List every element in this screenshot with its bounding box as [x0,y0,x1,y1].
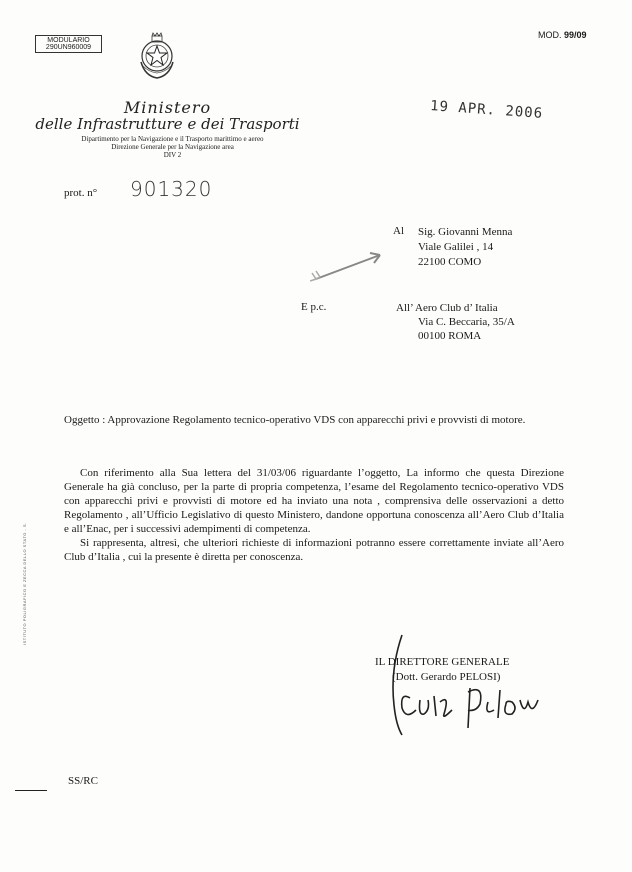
protocol-label: prot. n° [64,187,98,199]
arrow-icon [310,245,390,285]
model-ref-number: 99/09 [564,30,587,40]
body-paragraph-2: Si rappresenta, altresì, che ulteriori richieste di informazioni potranno essere correttamente inviate all’Aero Club d’Italia , cui la presente è diretta per conoscenza. [64,537,564,563]
model-reference [538,30,587,40]
model-ref-prefix: MOD. [538,30,562,40]
department-block [40,135,305,159]
form-code-box [35,35,102,53]
recipient-prefix: Al [393,225,404,237]
italian-emblem-icon [135,32,179,82]
letter-body [64,466,564,564]
handwritten-signature [380,630,540,740]
margin-line [15,790,47,791]
ministry-name [35,98,300,133]
form-code: 290UN960009 [45,44,92,51]
ministry-line-1: Ministero [123,98,212,117]
department-line-3: DIV 2 [163,151,182,159]
recipient-street: Viale Galilei , 14 [418,241,494,253]
printer-imprint: ISTITUTO POLIGRAFICO E ZECCA DELLO STATO - S. [22,522,27,645]
cc-city: 00100 ROMA [418,330,482,342]
author-initials: SS/RC [68,775,98,787]
department-line-2: Direzione Generale per la Navigazione area [111,143,234,151]
body-paragraph-1: Con riferimento alla Sua lettera del 31/03/06 riguardante l’oggetto, La informo che questa Direzione Generale ha già concluso, per la parte di propria competenza, l’esame del Regolamento tecnico-operativo VDS con apparecchi privi e provvisti di motore ed ha inviato una nota , comprensiva delle osservazioni a detto Regolamento , all’Ufficio Legislativo di questo Ministero, dandone opportuna conoscenza all’Aero Club d’Italia e all’Enac, per i successivi adempimenti di competenza. [64,467,564,535]
signatory-name: (Dott. Gerardo PELOSI) [392,671,501,683]
date-stamp: 19 APR. 2006 [429,98,544,122]
recipient-name: Sig. Giovanni Menna [418,226,513,238]
cc-street: Via C. Beccaria, 35/A [418,316,515,328]
cc-name: All’ Aero Club d’ Italia [396,302,498,314]
protocol-number: 901320 [130,177,213,201]
cc-label: E p.c. [301,301,327,313]
subject-line: Oggetto : Approvazione Regolamento tecnico-operativo VDS con apparecchi privi e provvisti di motore. [64,414,526,426]
cc-address [396,301,515,343]
form-label: MODULARIO [47,37,90,44]
recipient-city: 22100 COMO [418,256,482,268]
ministry-line-2: delle Infrastrutture e dei Trasporti [35,115,300,133]
signatory-title: IL DIRETTORE GENERALE [375,656,510,668]
department-line-1: Dipartimento per la Navigazione e il Trasporto marittimo e aereo [81,135,264,143]
recipient-address [418,225,512,270]
